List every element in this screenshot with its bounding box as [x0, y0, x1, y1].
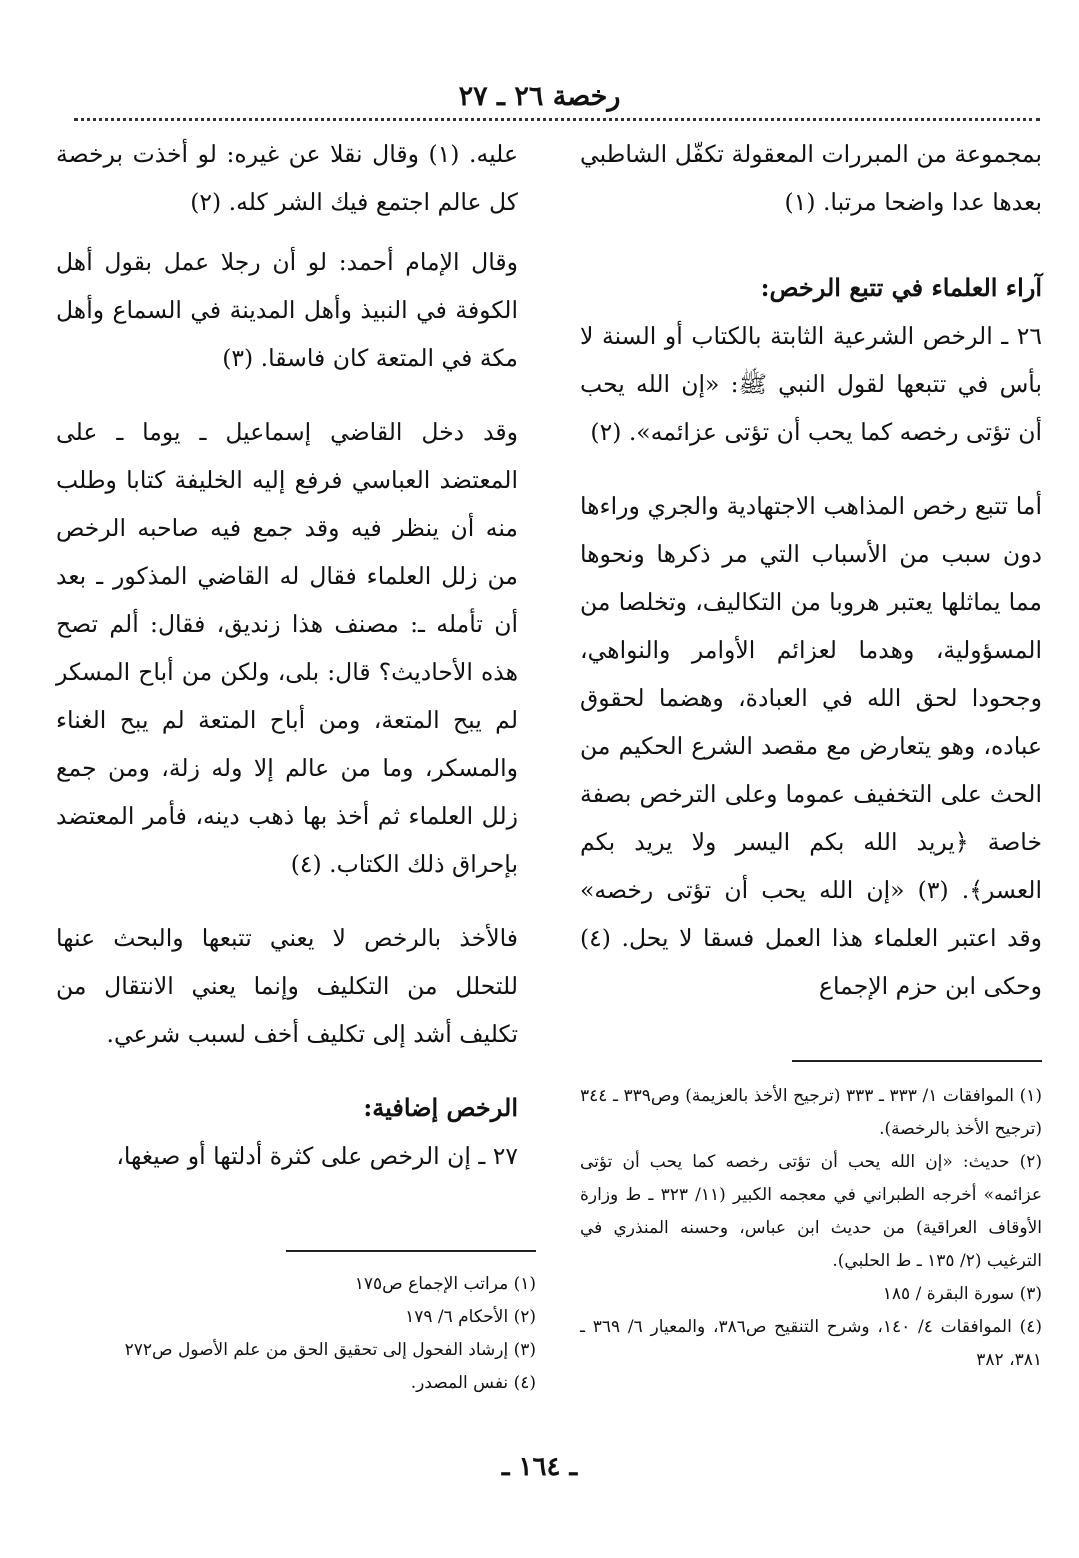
page-header-title: رخصة ٢٦ ـ ٢٧	[458, 81, 621, 112]
left-paragraph-5: ٢٧ ـ إن الرخص على كثرة أدلتها أو صيغها،	[116, 1142, 518, 1170]
right-footnote-2: (٢) حديث: «إن الله يحب أن تؤتى رخصه كما يحب أن تؤتى عزائمه» أخرجه الطبراني في معجمه الكبير (١١/ ٣٢٣ ـ ط وزارة الأوقاف العراقية) من حديث ابن عباس، وحسنه المنذري في الترغيب (٢/ ١٣٥ ـ ط الحلبي).	[580, 1152, 1042, 1271]
left-footnote-2: (٢) الأحكام ٦/ ١٧٩	[405, 1307, 536, 1327]
left-paragraph-3: وقد دخل القاضي إسماعيل ـ يوما ـ على المعتضد العباسي فرفع إليه الخليفة كتابا وطلب منه أن ينظر فيه وقد جمع فيه صاحبه الرخص من زلل العلماء فقال له القاضي المذكور ـ بعد أن تأمله ـ: مصنف هذا زنديق، فقال: ألم تصح هذه الأحاديث؟ قال: بلى، ولكن من أباح المسكر لم يبح المتعة، ومن أباح المتعة لم يبح الغناء والمسكر، وما من عالم إلا وله زلة، ومن جمع زلل العلماء ثم أخذ بها ذهب دينه، فأمر المعتضد بإحراق ذلك الكتاب. (٤)	[56, 418, 518, 878]
left-footnote-1: (١) مراتب الإجماع ص١٧٥	[354, 1274, 536, 1294]
left-paragraph-4: فالأخذ بالرخص لا يعني تتبعها والبحث عنها للتحلل من التكليف وإنما يعني الانتقال من تكليف أشد إلى تكليف أخف لسبب شرعي.	[56, 924, 518, 1048]
right-footnote-3: (٣) سورة البقرة / ١٨٥	[882, 1284, 1042, 1304]
right-paragraph-1: بمجموعة من المبررات المعقولة تكفّل الشاطبي بعدها عدا واضحا مرتبا. (١)	[580, 140, 1042, 216]
left-footnote-divider	[286, 1250, 536, 1252]
section-heading-relative-concessions: الرخص إضافية:	[363, 1093, 518, 1122]
left-paragraph-1: عليه. (١) وقال نقلا عن غيره: لو أخذت برخصة كل عالم اجتمع فيك الشر كله. (٢)	[56, 140, 518, 216]
right-footnote-divider	[792, 1060, 1042, 1062]
right-paragraph-2: ٢٦ ـ الرخص الشرعية الثابتة بالكتاب أو السنة لا بأس في تتبعها لقول النبي ﷺ: «إن الله يحب أن تؤتى رخصه كما يحب أن تؤتى عزائمه». (٢)	[580, 322, 1042, 446]
right-footnotes	[580, 1080, 1042, 1377]
header-divider	[74, 118, 1040, 121]
left-paragraph-2: وقال الإمام أحمد: لو أن رجلا عمل بقول أهل الكوفة في النبيذ وأهل المدينة في السماع وأهل مكة في المتعة كان فاسقا. (٣)	[56, 248, 518, 372]
left-footnote-4: (٤) نفس المصدر.	[410, 1373, 536, 1393]
right-footnote-1: (١) الموافقات ١/ ٣٣٣ ـ ٣٣٣ (ترجيح الأخذ بالعزيمة) وص٣٣٩ ـ ٣٤٤ (ترجيح الأخذ بالرخصة).	[580, 1086, 1042, 1139]
right-paragraph-3: أما تتبع رخص المذاهب الاجتهادية والجري وراءها دون سبب من الأسباب التي مر ذكرها ونحوها مما يماثلها يعتبر هروبا من التكاليف، وتخلصا من المسؤولية، وهدما لعزائم الأوامر والنواهي، وجحودا لحق الله في العبادة، وهضما لحقوق عباده، وهو يتعارض مع مقصد الشرع الحكيم من الحث على التخفيف عموما وعلى الترخص بصفة خاصة ﴿يريد الله بكم اليسر ولا يريد بكم العسر﴾. (٣) «إن الله يحب أن تؤتى رخصه» وقد اعتبر العلماء هذا العمل فسقا لا يحل. (٤) وحكى ابن حزم الإجماع	[580, 492, 1042, 1000]
right-column	[580, 130, 1042, 1022]
left-footnote-3: (٣) إرشاد الفحول إلى تحقيق الحق من علم الأصول ص٢٧٢	[124, 1340, 536, 1360]
section-heading-scholars-opinions: آراء العلماء في تتبع الرخص:	[760, 273, 1042, 302]
page-number: ـ ١٦٤ ـ	[501, 1452, 578, 1482]
left-column	[56, 130, 518, 1192]
right-footnote-4: (٤) الموافقات ٤/ ١٤٠، وشرح التنقيح ص٣٨٦، والمعيار ٦/ ٣٦٩ ـ ٣٨١، ٣٨٢	[580, 1317, 1042, 1370]
left-footnotes	[56, 1268, 536, 1400]
